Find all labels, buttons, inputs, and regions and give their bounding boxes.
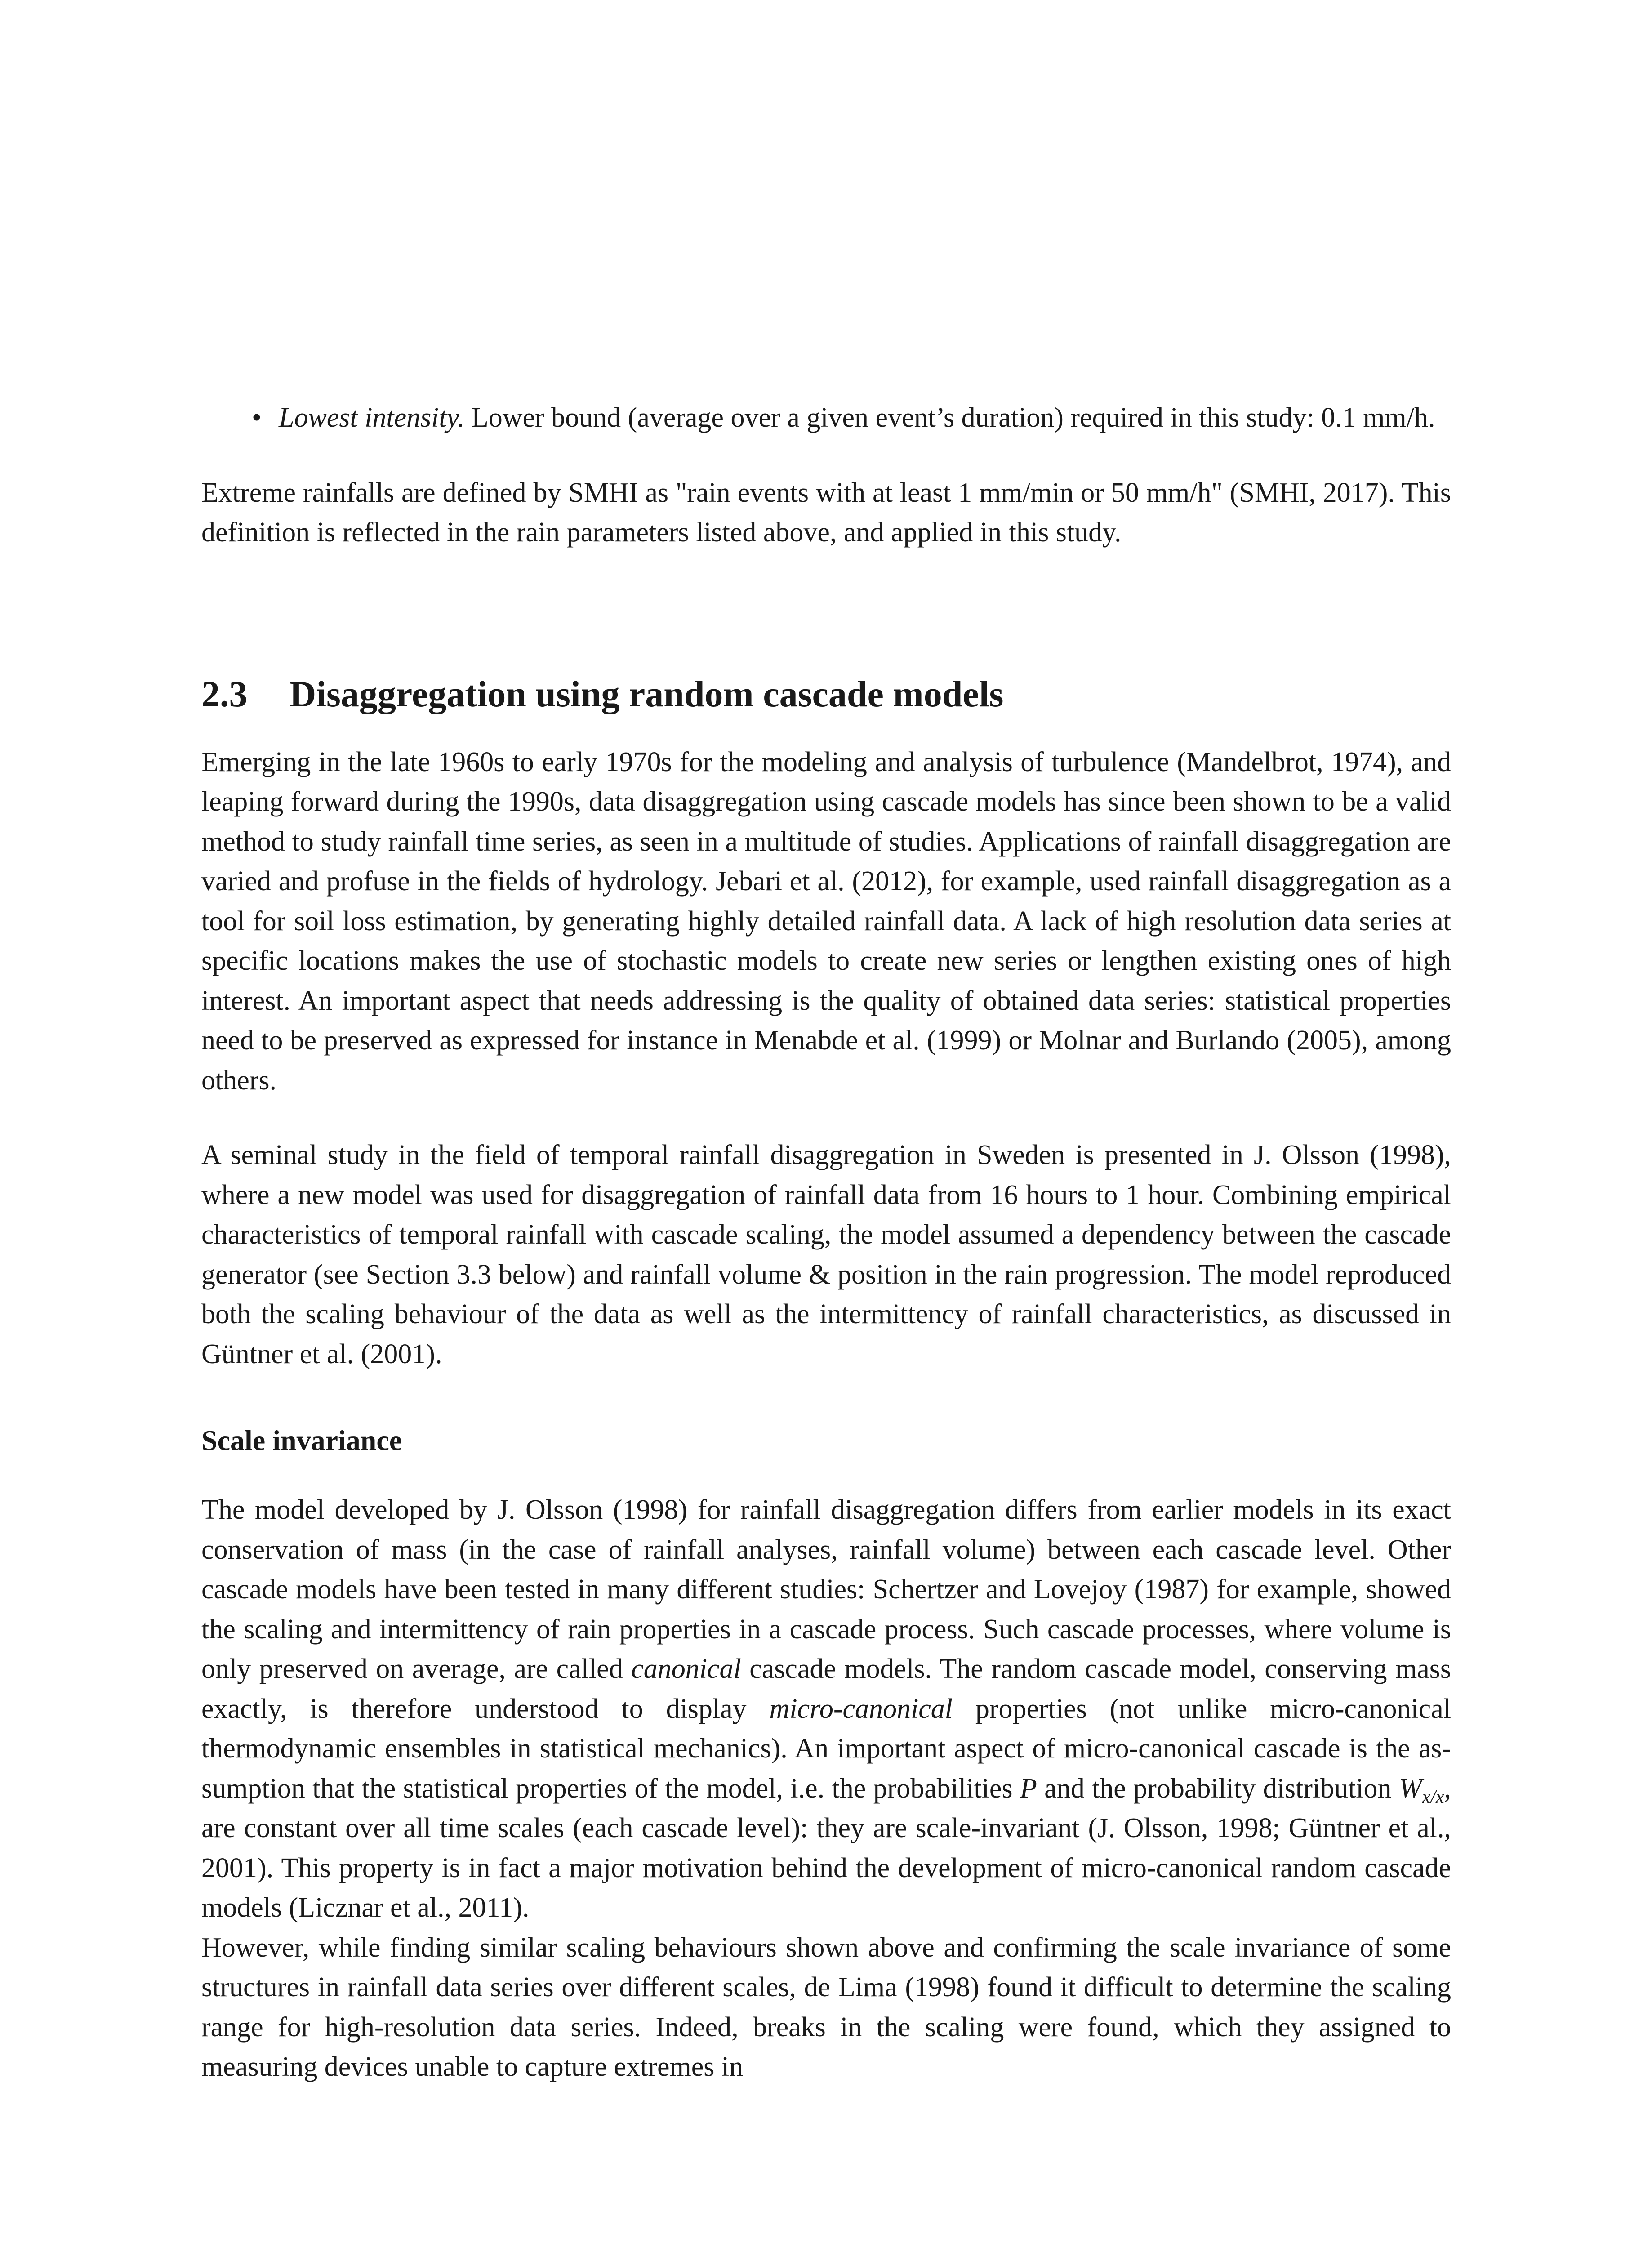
section-number: 2.3 xyxy=(201,673,248,714)
body-paragraph-3 xyxy=(201,1490,1451,1928)
paragraph-3-text-3: properties (not unlike micro-canonical thermodynamic ensembles in statistical mechanics). An important aspect of micro-canonical cascade is the assumption that the statistical properties of the model, i.e. the probabilities xyxy=(201,1693,1451,1804)
paragraph-3-text-4: and the probability distribution xyxy=(1037,1773,1399,1804)
bullet-label: Lowest intensity. xyxy=(279,402,465,433)
paragraph-3-text-1: The model developed by J. Olsson (1998) for rainfall disaggregation differs from earlier models in its exact conservation of mass (in the case of rainfall analyses, rainfall volume) between each cascade level. Other cascade models have been tested in many different studies: Schertzer and Lovejoy (1987) for example, showed the scaling and intermittency of rain properties in a cascade process. Such cascade processes, where volume is only preserved on average, are called xyxy=(201,1494,1451,1684)
bullet-dot-icon: • xyxy=(252,402,262,433)
term-micro-canonical: micro-canonical xyxy=(769,1693,953,1724)
body-paragraph-2: A seminal study in the field of temporal rainfall disaggregation in Sweden is presented in J. Olsson (1998), where a new model was used for disaggregation of rainfall data from 16 hours to 1 hour. Combining empirical characteristics of temporal rainfall with cascade scaling, the model assumed a dependency between the cascade generator (see Section 3.3 below) and rainfall volume & position in the rain progression. The model reproduced both the scaling behaviour of the data as well as the intermittency of rainfall characteristics, as discussed in Güntner et al. (2001). xyxy=(201,1140,1451,1369)
body-paragraph-4: However, while finding similar scaling behaviours shown above and confirming the scale invariance of some structures in rainfall data series over different scales, de Lima (1998) found it difficult to determine the scaling range for high-resolution data series. Indeed, breaks in the scaling were found, which they assigned to measuring devices unable to capture extremes in xyxy=(201,1932,1451,2082)
subsection-heading: Scale invariance xyxy=(201,1424,402,1456)
symbol-distribution-w-subscript: x/x xyxy=(1422,1786,1444,1807)
paragraph-3-text-5: , are constant over all time scales (each cascade level): they are scale-invariant (J. Olsson, 1998; Güntner et al., 2001). This property is in fact a major motivation behind the development of micro-canonical random cascade models (Licznar et al., 2011). xyxy=(201,1773,1451,1923)
term-canonical: canonical xyxy=(631,1654,741,1684)
bullet-item xyxy=(201,398,1451,438)
symbol-probability-p: P xyxy=(1020,1773,1037,1804)
section-title: Disaggregation using random cascade models xyxy=(289,673,1004,714)
intro-paragraph: Extreme rainfalls are defined by SMHI as "rain events with at least 1 mm/min or 50 mm/h" (SMHI, 2017). This definition is reflected in the rain parameters listed above, and applied in this study. xyxy=(201,477,1451,548)
symbol-distribution-w: W xyxy=(1398,1773,1422,1804)
body-paragraph-1: Emerging in the late 1960s to early 1970s for the modeling and analysis of turbulence (Mandelbrot, 1974), and leaping forward during the 1990s, data disaggregation using cascade models has since been shown to be a valid method to study rainfall time series, as seen in a multitude of studies. Applications of rainfall disaggregation are varied and profuse in the fields of hydrology. Jebari et al. (2012), for example, used rainfall disaggregation as a tool for soil loss estimation, by generating highly detailed rainfall data. A lack of high resolution data series at specific locations makes the use of stochastic models to create new series or lengthen existing ones of high interest. An important aspect that needs addressing is the quality of obtained data series: statistical properties need to be preserved as expressed for instance in Menabde et al. (1999) or Molnar and Burlando (2005), among others. xyxy=(201,746,1451,1096)
page-content xyxy=(201,398,1451,2087)
paragraph-3-text-2: cascade models. The random cascade model, conserving mass exactly, is therefore understood to display xyxy=(201,1654,1451,1724)
bullet-text: Lower bound (average over a given event’s duration) required in this study: 0.1 mm/h. xyxy=(464,402,1435,433)
section-heading xyxy=(201,669,1451,719)
